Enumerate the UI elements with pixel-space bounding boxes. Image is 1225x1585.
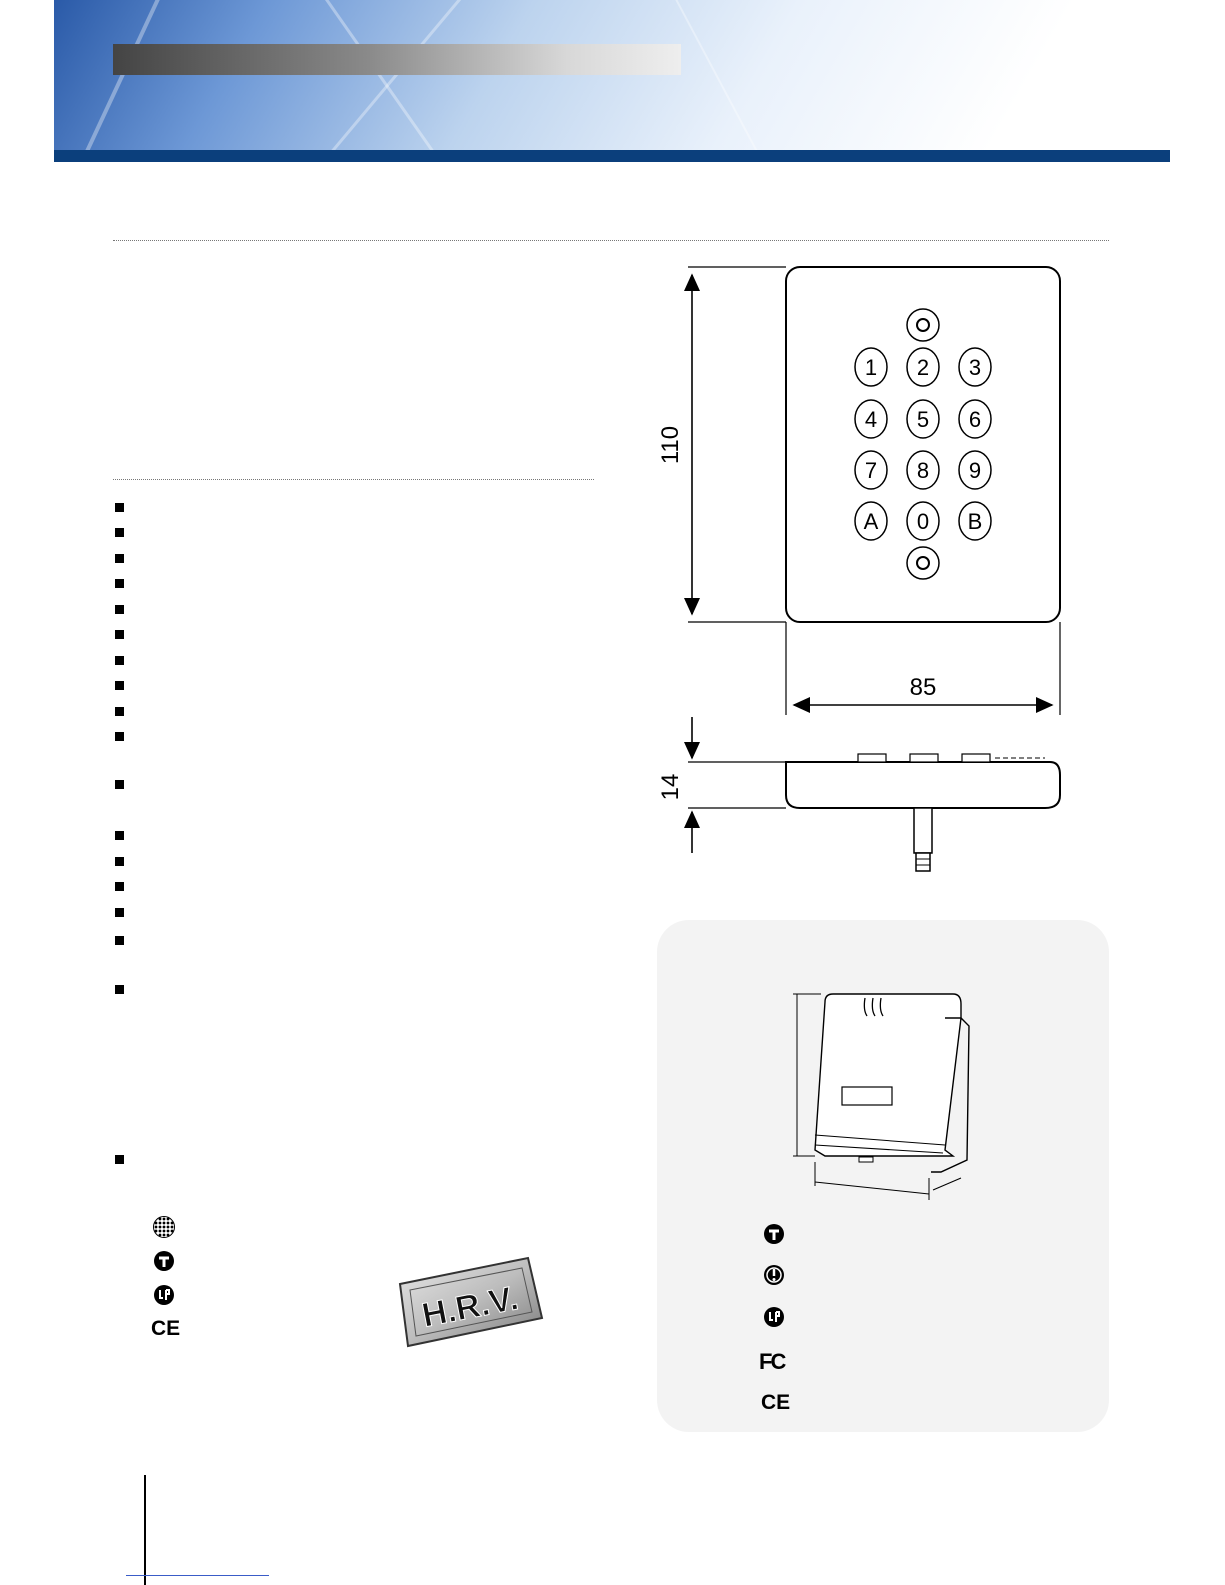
footer-link-underline[interactable] bbox=[126, 1575, 269, 1576]
list-item-bullet bbox=[115, 985, 124, 994]
list-item-bullet bbox=[115, 630, 124, 639]
list-item-bullet bbox=[115, 605, 124, 614]
features-divider bbox=[113, 479, 594, 480]
footer-rule bbox=[144, 1475, 146, 1585]
ce-mark-icon: CE bbox=[761, 1391, 791, 1414]
svg-text:3: 3 bbox=[968, 355, 982, 380]
header-title-strip bbox=[113, 44, 681, 75]
svg-text:5: 5 bbox=[916, 407, 930, 432]
depth-label: 14 bbox=[657, 773, 684, 801]
hrv-badge-text: H.R.V. bbox=[418, 1279, 522, 1335]
list-item-bullet bbox=[115, 681, 124, 690]
svg-text:7: 7 bbox=[864, 458, 878, 483]
header-bar bbox=[54, 150, 1170, 162]
power-supply-body bbox=[815, 994, 961, 1156]
cable-gland bbox=[914, 808, 932, 853]
list-item-bullet bbox=[115, 908, 124, 917]
svg-text:6: 6 bbox=[968, 407, 982, 432]
list-item-bullet bbox=[115, 528, 124, 537]
t-mark-cert-icon bbox=[763, 1223, 785, 1245]
exclamation-cert-icon bbox=[763, 1264, 785, 1286]
list-item-bullet bbox=[115, 732, 124, 741]
led-bottom-icon bbox=[907, 547, 939, 579]
svg-text:1: 1 bbox=[864, 355, 878, 380]
t-mark-cert-icon bbox=[153, 1250, 175, 1272]
hrv-badge bbox=[396, 1256, 546, 1351]
svg-text:0: 0 bbox=[916, 509, 930, 534]
fcc-mark-icon: FC bbox=[759, 1349, 785, 1374]
list-item-bullet bbox=[115, 882, 124, 891]
list-item-bullet bbox=[115, 780, 124, 789]
list-item-bullet bbox=[115, 554, 124, 563]
list-item-bullet bbox=[115, 656, 124, 665]
height-label: 110 bbox=[657, 425, 684, 465]
list-item-bullet bbox=[115, 857, 124, 866]
svg-text:4: 4 bbox=[864, 407, 878, 432]
keypad-drawing bbox=[640, 255, 1080, 885]
list-item-bullet bbox=[115, 831, 124, 840]
section-divider bbox=[113, 240, 1109, 241]
svg-text:B: B bbox=[967, 509, 983, 534]
svg-text:2: 2 bbox=[916, 355, 930, 380]
keypad-side-body bbox=[786, 762, 1060, 808]
led-top-icon bbox=[907, 309, 939, 341]
svg-text:8: 8 bbox=[916, 458, 930, 483]
power-supply-drawing bbox=[785, 990, 975, 1200]
svg-text:9: 9 bbox=[968, 458, 982, 483]
list-item-bullet bbox=[115, 1155, 124, 1164]
list-item-bullet bbox=[115, 503, 124, 512]
width-label: 85 bbox=[909, 674, 937, 701]
list-item-bullet bbox=[115, 707, 124, 716]
ul-cert-icon bbox=[153, 1284, 175, 1306]
list-item-bullet bbox=[115, 936, 124, 945]
svg-text:A: A bbox=[863, 509, 879, 534]
ce-mark-icon: CE bbox=[151, 1317, 181, 1340]
ul-cert-icon bbox=[763, 1306, 785, 1328]
power-supply-label-area bbox=[842, 1087, 892, 1105]
list-item-bullet bbox=[115, 579, 124, 588]
dotted-circle-cert-icon bbox=[153, 1216, 175, 1238]
header-banner bbox=[54, 0, 1170, 150]
